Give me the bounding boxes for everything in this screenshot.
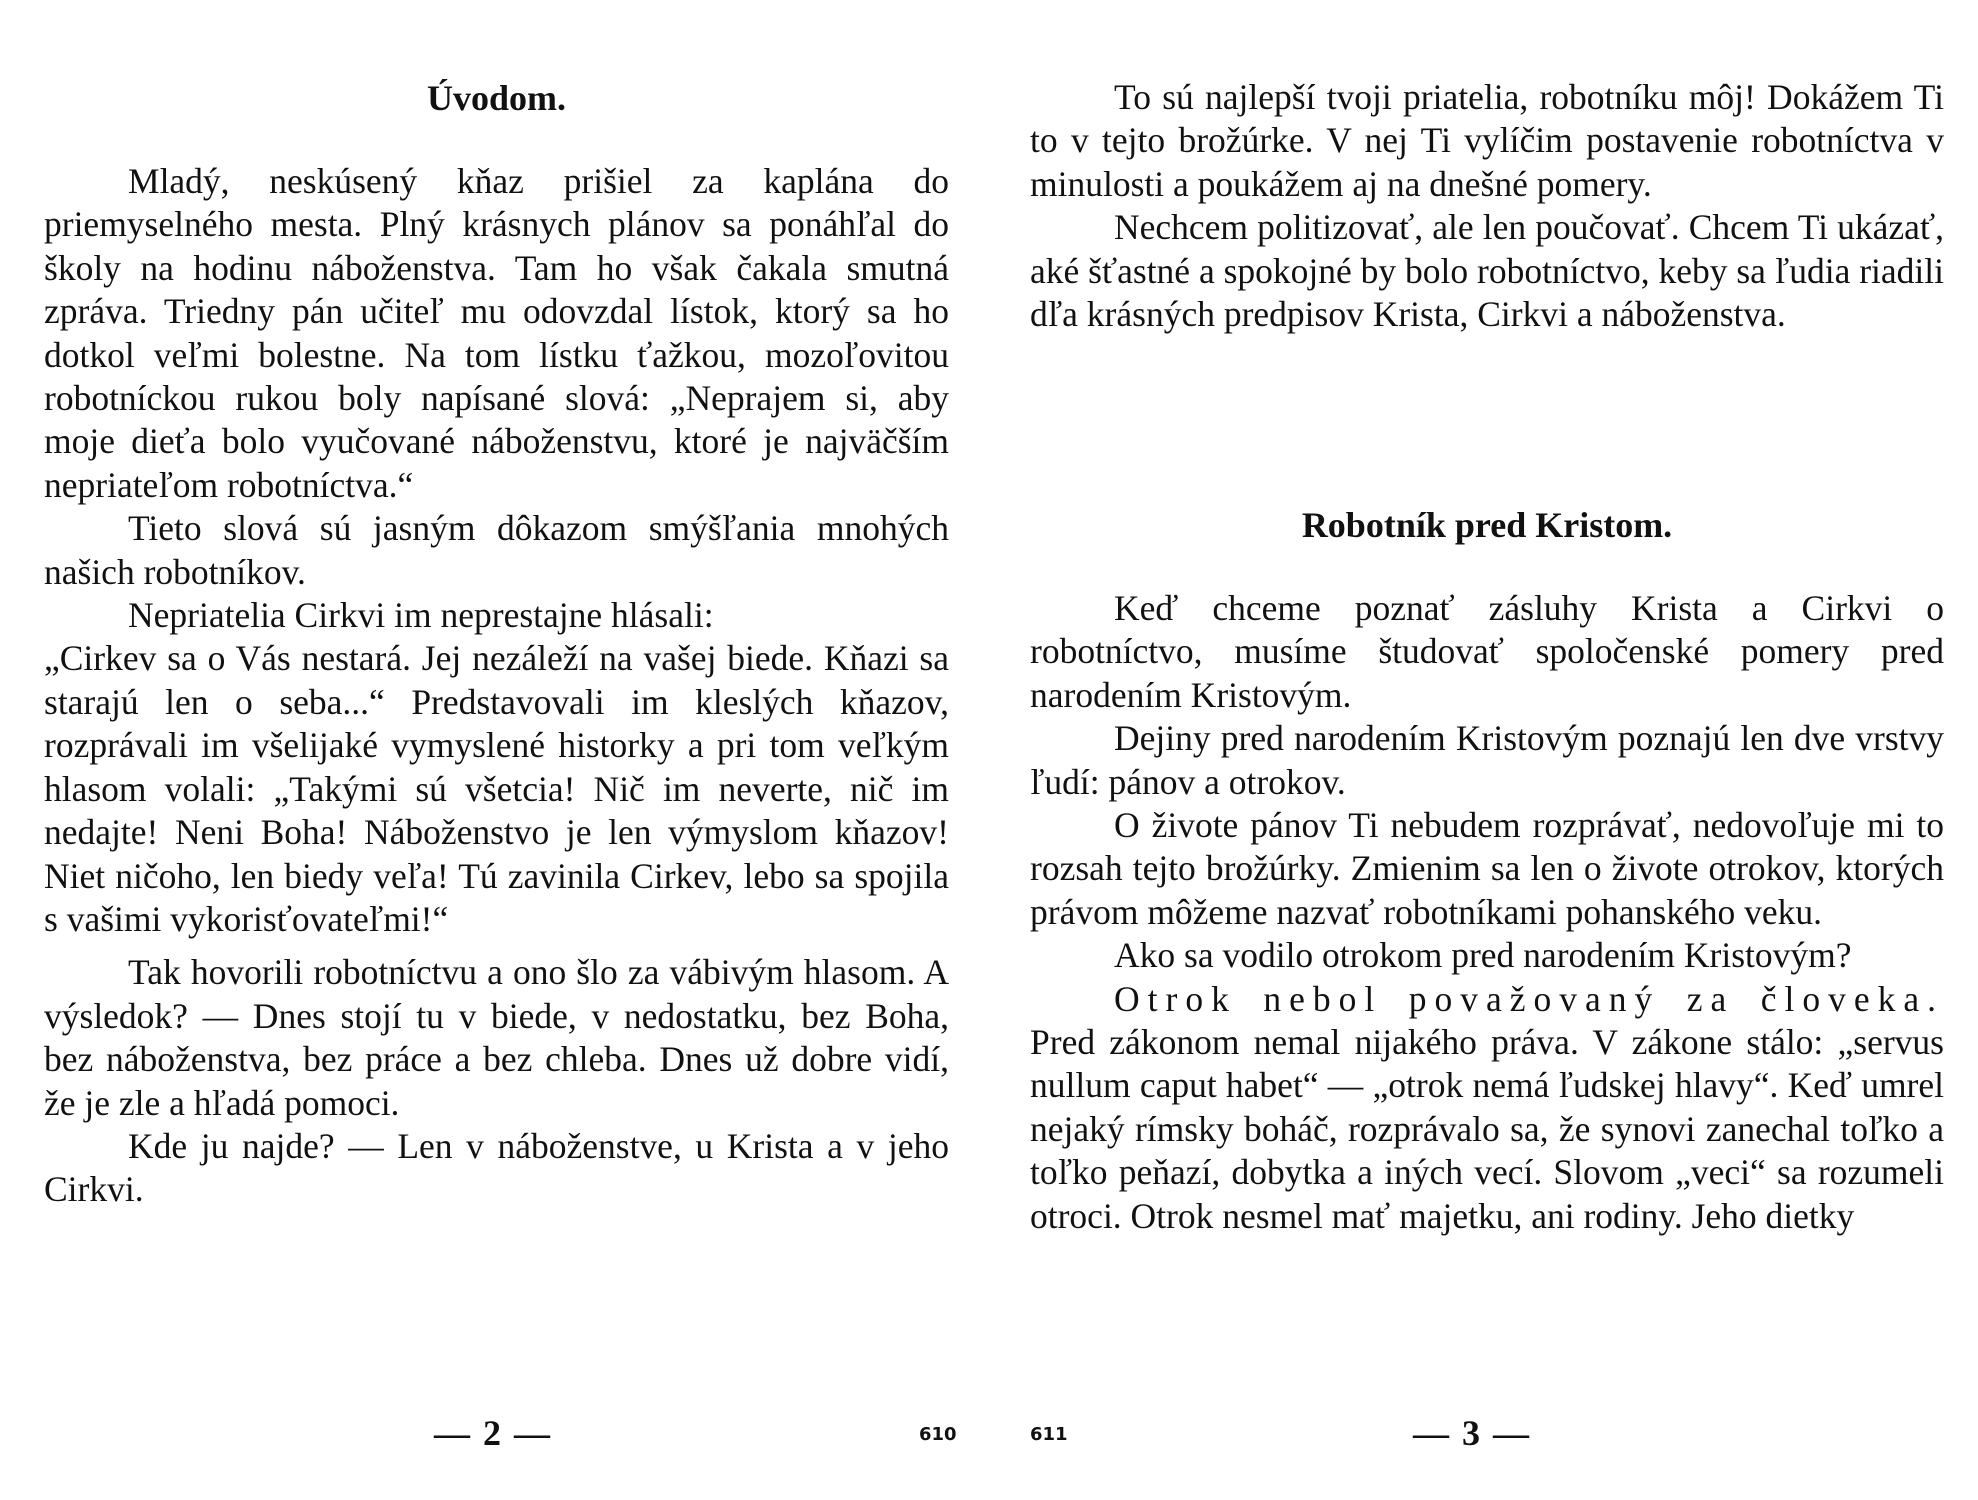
paragraph: Tak hovorili robotníctvu a ono šlo za vábivým hlasom. A výsledok? — Dnes stojí tu v biede, v nedostatku, bez Boha, bez náboženstva, bez práce a bez chleba. Dnes už dobre vidí, že je zle a hľadá pomoci. <box>44 952 949 1123</box>
spaced-emphasis: Otrok nebol považovaný za človeka. <box>1114 978 1944 1019</box>
left-page-heading: Úvodom. <box>426 78 566 118</box>
paragraph <box>1030 978 1944 1238</box>
paragraph: To sú najlepší tvoji priatelia, robotníku môj! Dokážem Ti to v tejto brožúrke. V nej Ti vylíčim postavenie robotníctva v minulosti a poukážem aj na dnešné pomery. <box>1030 77 1944 204</box>
right-page-intro <box>1030 76 1944 336</box>
right-page-heading: Robotník pred Kristom. <box>1301 505 1673 545</box>
page-number: — 3 — <box>1413 1413 1531 1453</box>
paragraph: Nepriatelia Cirkvi im neprestajne hlásali: <box>128 595 714 636</box>
left-page-body <box>44 160 949 1212</box>
left-page <box>44 0 957 1500</box>
printer-signature: 610 <box>919 1424 957 1445</box>
paragraph: Dejiny pred narodením Kristovým poznajú len dve vrstvy ľudí: pánov a otrokov. <box>1030 718 1944 802</box>
paragraph-text: Pred zákonom nemal nijakého práva. V zákone stálo: „servus nullum caput habet“ — „otrok nemá ľudskej hlavy“. Keď umrel nejaký rímsky boháč, rozprávalo sa, že synovi zanechal toľko a toľko peňazí, dobytka a iných vecí. Slovom „veci“ sa rozumeli otroci. Otrok nesmel mať majetku, ani rodiny. Jeho dietky <box>1030 1022 1944 1236</box>
page-number: — 2 — <box>434 1413 552 1453</box>
paragraph: Ako sa vodilo otrokom pred narodením Kristovým? <box>1114 935 1852 976</box>
paragraph: Kde ju najde? — Len v náboženstve, u Krista a v jeho Cirkvi. <box>44 1125 949 1210</box>
paragraph: Mladý, neskúsený kňaz prišiel za kaplána do priemyselného mesta. Plný krásnych plánov sa ponáhľal do školy na hodinu náboženstva. Tam ho však čakala smutná zpráva. Triedny pán učiteľ mu odovzdal lístok, ktorý sa ho dotkol veľmi bolestne. Na tom lístku ťažkou, mozoľovitou robotníckou rukou boly napísané slová: „Neprajem si, aby moje dieťa bolo vyučované náboženstvu, ktoré je najväčším nepriateľom robotníctva.“ <box>44 161 949 505</box>
paragraph: Tieto slová sú jasným dôkazom smýšľania mnohých našich robotníkov. <box>44 508 949 592</box>
paragraph: Nechcem politizovať, ale len poučovať. Chcem Ti ukázať, aké šťastné a spokojné by bolo robotníctvo, keby sa ľudia riadili dľa krásných predpisov Krista, Cirkvi a náboženstva. <box>1030 207 1944 335</box>
paragraph: O živote pánov Ti nebudem rozprávať, nedovoľuje mi to rozsah tejto brožúrky. Zmienim sa len o živote otrokov, ktorých právom môžeme nazvať robotníkami pohanského veku. <box>1030 805 1944 932</box>
right-page <box>1030 0 1944 1500</box>
paragraph: „Cirkev sa o Vás nestará. Jej nezáleží na vašej biede. Kňazi sa starajú len o seba...“ Predstavovali im kleslých kňazov, rozprávali im všelijaké vymyslené historky a pri tom veľkým hlasom volali: „Takými sú všetcia! Nič im neverte, nič im nedajte! Neni Boha! Náboženstvo je len výmyslom kňazov! Niet ničoho, len biedy veľa! Tú zavinila Cirkev, lebo sa spojila s vašimi vykorisťovateľmi!“ <box>44 638 949 939</box>
printer-signature: 611 <box>1030 1424 1068 1445</box>
right-page-body <box>1030 587 1944 1238</box>
paragraph: Keď chceme poznať zásluhy Krista a Cirkvi o robotníctvo, musíme študovať spoločenské pomery pred narodením Kristovým. <box>1030 588 1944 715</box>
